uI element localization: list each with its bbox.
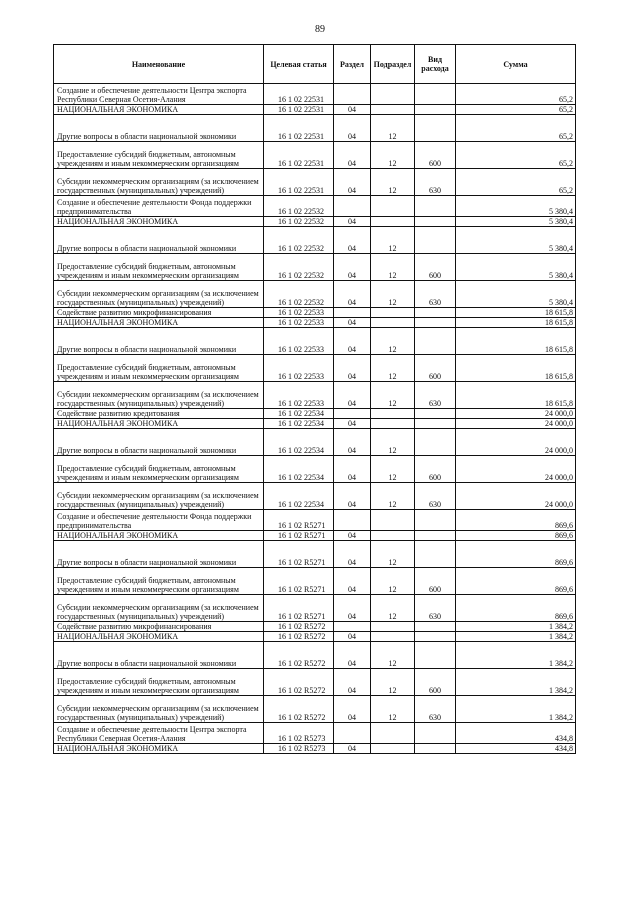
cell-code: 16 1 02 R5271: [264, 541, 334, 568]
cell-code: 16 1 02 R5272: [264, 622, 334, 632]
table-row: [54, 622, 576, 632]
cell-name: Другие вопросы в области национальной экономики: [54, 227, 264, 254]
table-row: [54, 531, 576, 541]
cell-sum: 869,6: [456, 568, 576, 595]
cell-section: 04: [334, 254, 371, 281]
cell-sum: 1 384,2: [456, 622, 576, 632]
cell-subsection: 12: [371, 382, 415, 409]
cell-sum: 18 615,8: [456, 318, 576, 328]
table-row: [54, 483, 576, 510]
cell-type: 630: [415, 483, 456, 510]
cell-name: НАЦИОНАЛЬНАЯ ЭКОНОМИКА: [54, 318, 264, 328]
cell-sum: 5 380,4: [456, 254, 576, 281]
page-number: 89: [315, 24, 325, 35]
cell-section: 04: [334, 355, 371, 382]
cell-code: 16 1 02 22531: [264, 142, 334, 169]
cell-section: 04: [334, 632, 371, 642]
cell-subsection: 12: [371, 669, 415, 696]
cell-subsection: 12: [371, 429, 415, 456]
cell-code: 16 1 02 22532: [264, 217, 334, 227]
cell-section: [334, 409, 371, 419]
table-row: [54, 669, 576, 696]
cell-sum: 24 000,0: [456, 429, 576, 456]
cell-type: 600: [415, 669, 456, 696]
cell-code: 16 1 02 22533: [264, 355, 334, 382]
cell-type: [415, 308, 456, 318]
cell-section: 04: [334, 595, 371, 622]
cell-type: [415, 429, 456, 456]
cell-name: Другие вопросы в области национальной экономики: [54, 328, 264, 355]
cell-section: [334, 510, 371, 531]
cell-name: НАЦИОНАЛЬНАЯ ЭКОНОМИКА: [54, 217, 264, 227]
table-row: [54, 456, 576, 483]
cell-sum: 24 000,0: [456, 456, 576, 483]
cell-sum: 24 000,0: [456, 419, 576, 429]
cell-subsection: 12: [371, 142, 415, 169]
cell-name: Предоставление субсидий бюджетным, автономным учреждениям и иным некоммерческим организациям: [54, 568, 264, 595]
column-header-sum: Сумма: [456, 45, 576, 84]
cell-name: Содействие развитию кредитования: [54, 409, 264, 419]
table-row: [54, 419, 576, 429]
cell-name: НАЦИОНАЛЬНАЯ ЭКОНОМИКА: [54, 744, 264, 754]
cell-section: 04: [334, 696, 371, 723]
table-row: [54, 642, 576, 669]
cell-name: Субсидии некоммерческим организациям (за исключением государственных (муниципальных) учреждений): [54, 281, 264, 308]
cell-type: 630: [415, 169, 456, 196]
cell-subsection: 12: [371, 169, 415, 196]
cell-subsection: [371, 308, 415, 318]
cell-subsection: 12: [371, 355, 415, 382]
cell-name: Субсидии некоммерческим организациям (за исключением государственных (муниципальных) учреждений): [54, 595, 264, 622]
cell-name: Содействие развитию микрофинансирования: [54, 308, 264, 318]
cell-type: [415, 409, 456, 419]
cell-section: 04: [334, 483, 371, 510]
cell-subsection: 12: [371, 483, 415, 510]
cell-name: Субсидии некоммерческим организациям (за исключением государственных (муниципальных) учреждений): [54, 696, 264, 723]
cell-code: 16 1 02 R5271: [264, 510, 334, 531]
cell-subsection: 12: [371, 115, 415, 142]
cell-type: [415, 419, 456, 429]
cell-code: 16 1 02 22532: [264, 281, 334, 308]
cell-subsection: [371, 196, 415, 217]
cell-type: [415, 328, 456, 355]
table-row: [54, 429, 576, 456]
table-row: [54, 84, 576, 105]
cell-section: [334, 84, 371, 105]
cell-type: [415, 318, 456, 328]
cell-type: 630: [415, 382, 456, 409]
table-row: [54, 382, 576, 409]
cell-code: 16 1 02 R5272: [264, 696, 334, 723]
cell-code: 16 1 02 R5272: [264, 642, 334, 669]
table-row: [54, 595, 576, 622]
cell-section: 04: [334, 115, 371, 142]
cell-name: Предоставление субсидий бюджетным, автономным учреждениям и иным некоммерческим организациям: [54, 355, 264, 382]
cell-type: [415, 227, 456, 254]
table-row: [54, 723, 576, 744]
cell-type: [415, 115, 456, 142]
cell-subsection: 12: [371, 328, 415, 355]
cell-sum: 869,6: [456, 510, 576, 531]
cell-sum: 18 615,8: [456, 328, 576, 355]
table-row: [54, 318, 576, 328]
cell-code: 16 1 02 22532: [264, 196, 334, 217]
cell-code: 16 1 02 R5271: [264, 531, 334, 541]
table-row: [54, 281, 576, 308]
cell-subsection: [371, 632, 415, 642]
cell-name: Предоставление субсидий бюджетным, автономным учреждениям и иным некоммерческим организациям: [54, 254, 264, 281]
cell-sum: 65,2: [456, 169, 576, 196]
cell-subsection: [371, 622, 415, 632]
cell-sum: 1 384,2: [456, 642, 576, 669]
cell-section: 04: [334, 227, 371, 254]
budget-table: [53, 44, 576, 754]
cell-section: 04: [334, 568, 371, 595]
cell-subsection: [371, 217, 415, 227]
cell-name: Создание и обеспечение деятельности Фонда поддержки предпринимательства: [54, 196, 264, 217]
cell-name: НАЦИОНАЛЬНАЯ ЭКОНОМИКА: [54, 419, 264, 429]
cell-sum: 18 615,8: [456, 308, 576, 318]
cell-code: 16 1 02 22531: [264, 84, 334, 105]
cell-type: [415, 744, 456, 754]
table-row: [54, 105, 576, 115]
cell-name: Субсидии некоммерческим организациям (за исключением государственных (муниципальных) учреждений): [54, 382, 264, 409]
cell-type: [415, 642, 456, 669]
cell-sum: 65,2: [456, 115, 576, 142]
cell-name: Создание и обеспечение деятельности Центра экспорта Республики Северная Осетия-Алания: [54, 723, 264, 744]
cell-type: [415, 196, 456, 217]
table-row: [54, 568, 576, 595]
cell-type: 600: [415, 254, 456, 281]
table-header-row: [54, 45, 576, 84]
table-row: [54, 308, 576, 318]
cell-code: 16 1 02 22534: [264, 483, 334, 510]
table-row: [54, 632, 576, 642]
table-body: [54, 84, 576, 754]
cell-code: 16 1 02 R5271: [264, 595, 334, 622]
cell-subsection: [371, 723, 415, 744]
cell-sum: 1 384,2: [456, 669, 576, 696]
cell-section: 04: [334, 531, 371, 541]
cell-code: 16 1 02 22534: [264, 419, 334, 429]
cell-sum: 1 384,2: [456, 696, 576, 723]
cell-section: 04: [334, 429, 371, 456]
cell-code: 16 1 02 22531: [264, 105, 334, 115]
cell-code: 16 1 02 R5271: [264, 568, 334, 595]
cell-subsection: 12: [371, 456, 415, 483]
cell-subsection: [371, 409, 415, 419]
table-row: [54, 196, 576, 217]
cell-name: Другие вопросы в области национальной экономики: [54, 429, 264, 456]
table-row: [54, 541, 576, 568]
table-row: [54, 169, 576, 196]
cell-type: [415, 622, 456, 632]
table-row: [54, 510, 576, 531]
cell-type: [415, 632, 456, 642]
table-row: [54, 355, 576, 382]
table-row: [54, 328, 576, 355]
cell-section: 04: [334, 669, 371, 696]
cell-type: 600: [415, 456, 456, 483]
cell-sum: 5 380,4: [456, 281, 576, 308]
cell-type: [415, 510, 456, 531]
cell-name: Создание и обеспечение деятельности Фонда поддержки предпринимательства: [54, 510, 264, 531]
cell-subsection: [371, 510, 415, 531]
cell-section: [334, 196, 371, 217]
cell-code: 16 1 02 22534: [264, 409, 334, 419]
cell-subsection: 12: [371, 568, 415, 595]
cell-section: [334, 723, 371, 744]
cell-section: 04: [334, 105, 371, 115]
cell-type: 600: [415, 142, 456, 169]
cell-section: 04: [334, 382, 371, 409]
cell-section: 04: [334, 281, 371, 308]
cell-code: 16 1 02 22533: [264, 382, 334, 409]
cell-sum: 869,6: [456, 541, 576, 568]
column-header-section: Раздел: [334, 45, 371, 84]
cell-sum: 1 384,2: [456, 632, 576, 642]
cell-name: Предоставление субсидий бюджетным, автономным учреждениям и иным некоммерческим организациям: [54, 456, 264, 483]
cell-code: 16 1 02 22533: [264, 328, 334, 355]
cell-subsection: 12: [371, 595, 415, 622]
cell-section: 04: [334, 169, 371, 196]
cell-subsection: [371, 419, 415, 429]
cell-section: 04: [334, 217, 371, 227]
cell-name: НАЦИОНАЛЬНАЯ ЭКОНОМИКА: [54, 531, 264, 541]
cell-code: 16 1 02 22532: [264, 254, 334, 281]
cell-type: 630: [415, 281, 456, 308]
cell-name: Субсидии некоммерческим организациям (за исключением государственных (муниципальных) учреждений): [54, 169, 264, 196]
cell-name: Предоставление субсидий бюджетным, автономным учреждениям и иным некоммерческим организациям: [54, 669, 264, 696]
cell-sum: 65,2: [456, 142, 576, 169]
cell-code: 16 1 02 22533: [264, 318, 334, 328]
cell-sum: 869,6: [456, 531, 576, 541]
cell-type: [415, 84, 456, 105]
cell-subsection: 12: [371, 281, 415, 308]
cell-section: 04: [334, 744, 371, 754]
column-header-code: Целевая статья: [264, 45, 334, 84]
cell-subsection: [371, 318, 415, 328]
cell-code: 16 1 02 22531: [264, 169, 334, 196]
cell-type: 600: [415, 355, 456, 382]
column-header-type: Вид расхода: [415, 45, 456, 84]
cell-section: 04: [334, 142, 371, 169]
cell-type: [415, 217, 456, 227]
cell-subsection: 12: [371, 642, 415, 669]
cell-type: 630: [415, 595, 456, 622]
cell-code: 16 1 02 22531: [264, 115, 334, 142]
cell-subsection: [371, 84, 415, 105]
column-header-subsection: Подраздел: [371, 45, 415, 84]
cell-type: [415, 541, 456, 568]
cell-code: 16 1 02 R5273: [264, 723, 334, 744]
cell-subsection: 12: [371, 541, 415, 568]
cell-code: 16 1 02 22533: [264, 308, 334, 318]
cell-type: 630: [415, 696, 456, 723]
cell-section: 04: [334, 328, 371, 355]
table-row: [54, 254, 576, 281]
cell-section: 04: [334, 642, 371, 669]
cell-name: Другие вопросы в области национальной экономики: [54, 642, 264, 669]
cell-code: 16 1 02 22534: [264, 456, 334, 483]
cell-subsection: [371, 744, 415, 754]
cell-sum: 434,8: [456, 744, 576, 754]
table-row: [54, 142, 576, 169]
cell-name: НАЦИОНАЛЬНАЯ ЭКОНОМИКА: [54, 105, 264, 115]
cell-section: 04: [334, 456, 371, 483]
cell-type: [415, 723, 456, 744]
cell-sum: 24 000,0: [456, 483, 576, 510]
cell-name: Содействие развитию микрофинансирования: [54, 622, 264, 632]
cell-subsection: [371, 105, 415, 115]
cell-code: 16 1 02 R5273: [264, 744, 334, 754]
cell-section: [334, 308, 371, 318]
cell-subsection: 12: [371, 227, 415, 254]
table-row: [54, 115, 576, 142]
cell-sum: 869,6: [456, 595, 576, 622]
cell-sum: 18 615,8: [456, 355, 576, 382]
cell-sum: 65,2: [456, 105, 576, 115]
table-row: [54, 409, 576, 419]
table-row: [54, 744, 576, 754]
cell-section: [334, 622, 371, 632]
cell-sum: 24 000,0: [456, 409, 576, 419]
cell-sum: 5 380,4: [456, 217, 576, 227]
cell-subsection: 12: [371, 254, 415, 281]
column-header-name: Наименование: [54, 45, 264, 84]
cell-type: 600: [415, 568, 456, 595]
cell-name: Субсидии некоммерческим организациям (за исключением государственных (муниципальных) учреждений): [54, 483, 264, 510]
cell-name: Предоставление субсидий бюджетным, автономным учреждениям и иным некоммерческим организациям: [54, 142, 264, 169]
cell-code: 16 1 02 22532: [264, 227, 334, 254]
cell-subsection: [371, 531, 415, 541]
table-row: [54, 696, 576, 723]
cell-sum: 434,8: [456, 723, 576, 744]
cell-name: Другие вопросы в области национальной экономики: [54, 115, 264, 142]
cell-name: Другие вопросы в области национальной экономики: [54, 541, 264, 568]
table-row: [54, 227, 576, 254]
cell-code: 16 1 02 R5272: [264, 669, 334, 696]
cell-sum: 5 380,4: [456, 196, 576, 217]
cell-section: 04: [334, 419, 371, 429]
cell-sum: 65,2: [456, 84, 576, 105]
table-row: [54, 217, 576, 227]
cell-code: 16 1 02 R5272: [264, 632, 334, 642]
cell-type: [415, 531, 456, 541]
cell-section: 04: [334, 541, 371, 568]
cell-section: 04: [334, 318, 371, 328]
cell-type: [415, 105, 456, 115]
cell-sum: 18 615,8: [456, 382, 576, 409]
cell-name: Создание и обеспечение деятельности Центра экспорта Республики Северная Осетия-Алания: [54, 84, 264, 105]
cell-name: НАЦИОНАЛЬНАЯ ЭКОНОМИКА: [54, 632, 264, 642]
cell-code: 16 1 02 22534: [264, 429, 334, 456]
cell-subsection: 12: [371, 696, 415, 723]
cell-sum: 5 380,4: [456, 227, 576, 254]
